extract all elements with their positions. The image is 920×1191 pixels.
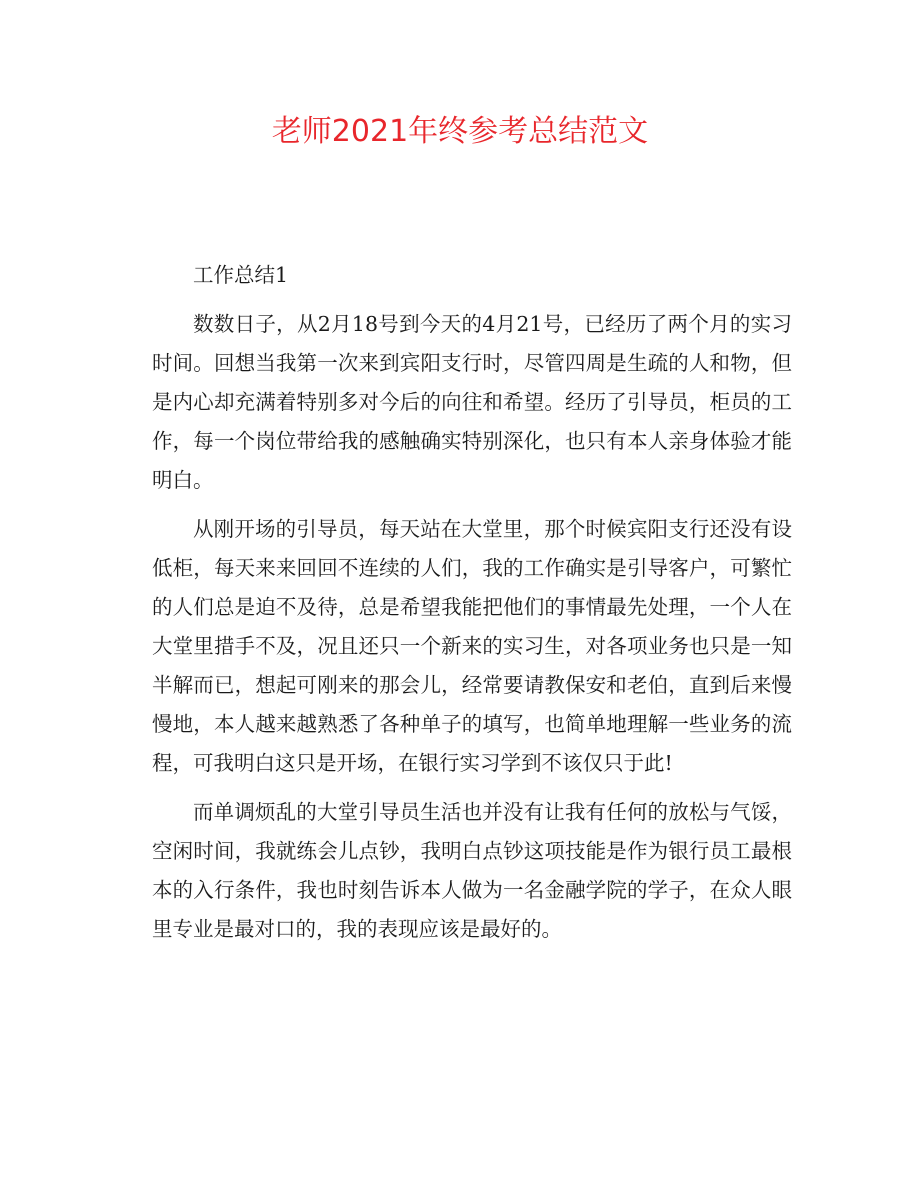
paragraph: 从刚开场的引导员，每天站在大堂里，那个时候宾阳支行还没有设低柜，每天来来回回不连续的人们，我的工作确实是引导客户，可繁忙的人们总是迫不及待，总是希望我能把他们的事情最先处理，一个人在大堂里措手不及，况且还只一个新来的实习生，对各项业务也只是一知半解而已，想起可刚来的那会儿，经常要请教保安和老伯，直到后来慢慢地，本人越来越熟悉了各种单子的填写，也简单地理解一些业务的流程，可我明白这只是开场，在银行实习学到不该仅只于此! <box>152 517 792 775</box>
section-heading: 工作总结1 <box>193 263 289 287</box>
paragraph: 而单调烦乱的大堂引导员生活也并没有让我有任何的放松与气馁，空闲时间，我就练会儿点钞，我明白点钞这项技能是作为银行员工最根本的入行条件，我也时刻告诉本人做为一名金融学院的学子，在众人眼里专业是最对口的，我的表现应该是最好的。 <box>152 800 792 941</box>
paragraph: 数数日子，从2月18号到今天的4月21号，已经历了两个月的实习时间。回想当我第一次来到宾阳支行时，尽管四周是生疏的人和物，但是内心却充满着特别多对今后的向往和希望。经历了引导员，柜员的工作，每一个岗位带给我的感触确实特别深化，也只有本人亲身体验才能明白。 <box>152 312 792 492</box>
document-body <box>152 256 792 959</box>
document-title: 老师2021年终参考总结范文 <box>271 114 649 149</box>
